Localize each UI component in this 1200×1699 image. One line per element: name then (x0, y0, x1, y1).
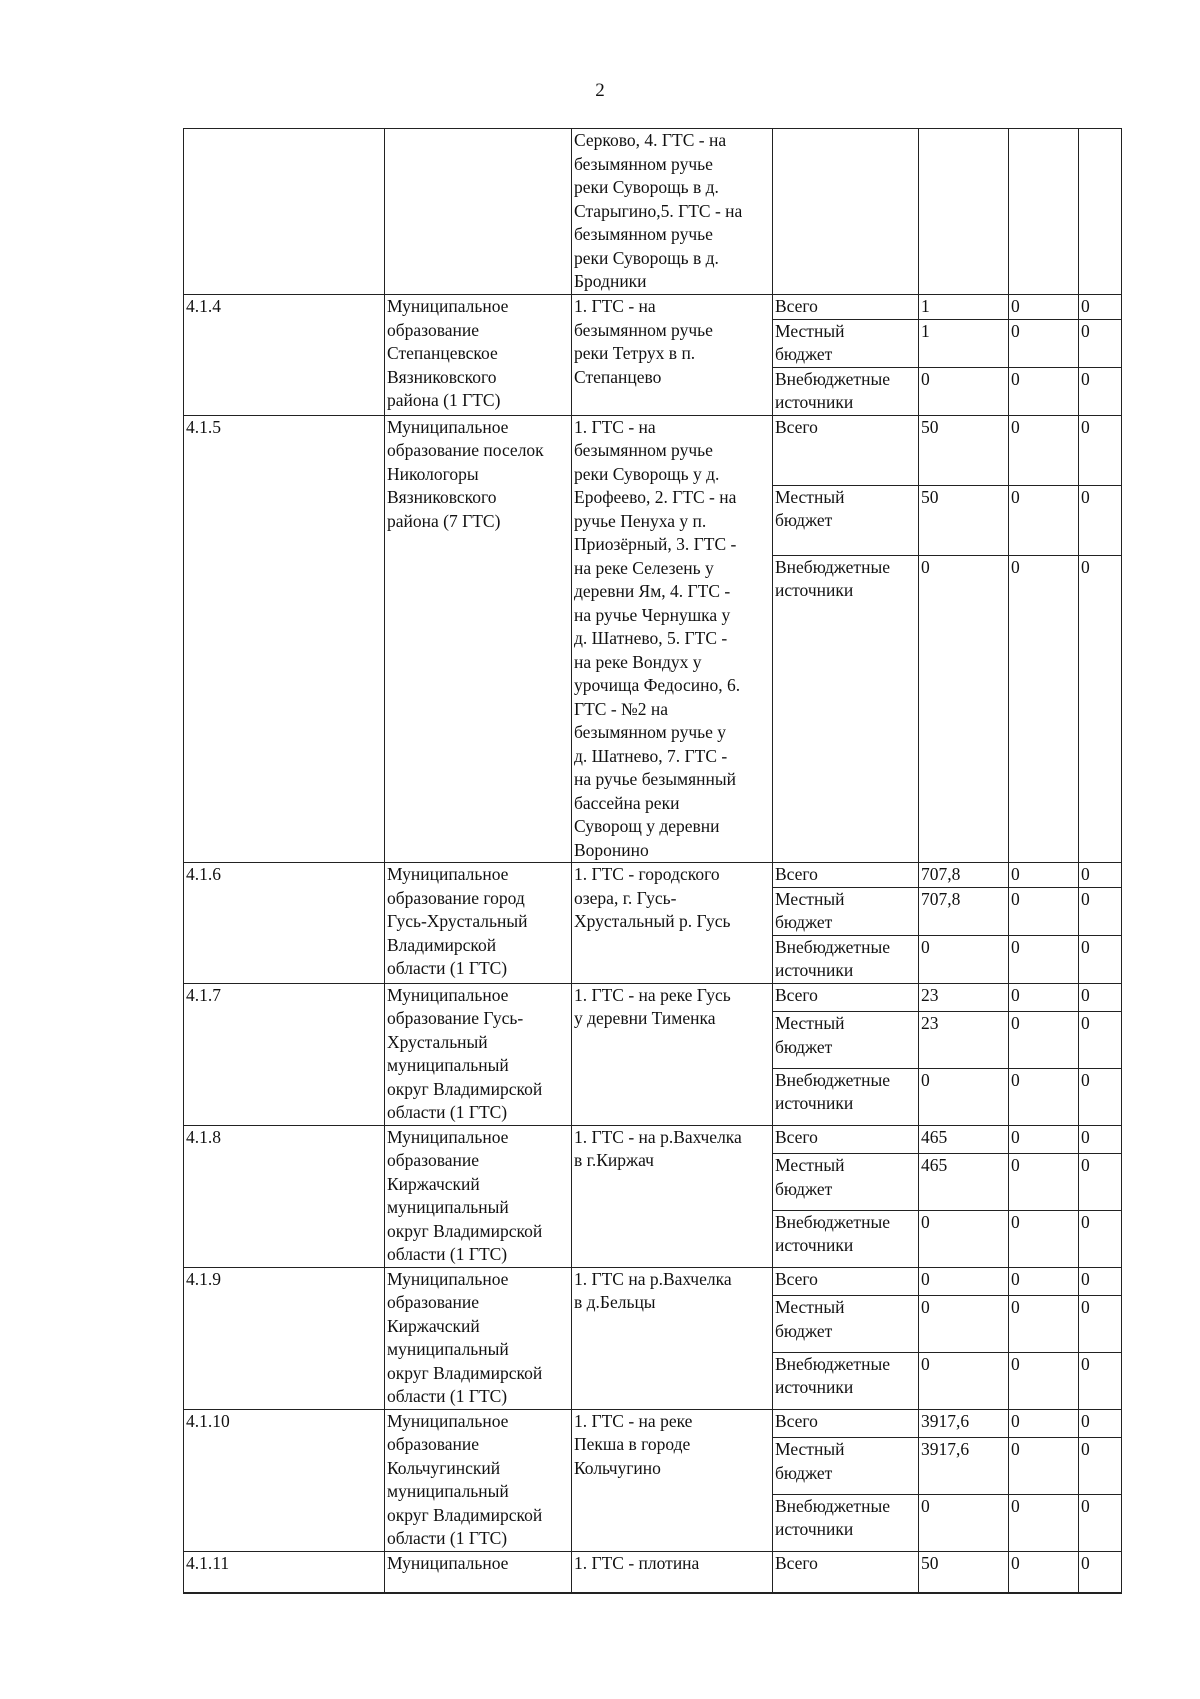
cell-source-type: Местный бюджет (773, 485, 919, 555)
cell-source-type: Всего (773, 1551, 919, 1593)
cell-source-type: Всего (773, 1267, 919, 1296)
cell-source-type: Местный бюджет (773, 1154, 919, 1211)
cell-value-2: 0 (1009, 1068, 1079, 1125)
cell-value-3: 0 (1079, 295, 1122, 320)
cell-value-1: 0 (919, 555, 1009, 863)
cell-gts-list: 1. ГТС на р.Вахчелка в д.Бельцы (572, 1267, 773, 1409)
cell-value-2: 0 (1009, 983, 1079, 1012)
cell-municipality (385, 129, 572, 295)
cell-source-type: Внебюджетные источники (773, 1494, 919, 1551)
cell-value-3: 0 (1079, 983, 1122, 1012)
cell-value-2: 0 (1009, 295, 1079, 320)
cell-source-type: Всего (773, 863, 919, 888)
cell-value-2: 0 (1009, 887, 1079, 935)
cell-value-2: 0 (1009, 1409, 1079, 1438)
gts-funding-table (183, 128, 1122, 1594)
cell-value-1: 0 (919, 1494, 1009, 1551)
cell-gts-list: 1. ГТС - на безымянном ручье реки Суворощь у д. Ерофеево, 2. ГТС - на ручье Пенуха у п. Приозёрный, 3. ГТС - на реке Селезень у деревни Ям, 4. ГТС - на ручье Чернушка у д. Шатнево, 5. ГТС - на реке Вондух у урочища Федосино, 6. ГТС - №2 на безымянном ручье у д. Шатнево, 7. ГТС - на ручье безымянный бассейна реки Суворощ у деревни Воронино (572, 415, 773, 863)
cell-source-type: Внебюджетные источники (773, 935, 919, 983)
page-number: 2 (595, 80, 605, 101)
cell-id: 4.1.11 (184, 1551, 385, 1593)
cell-value-1: 0 (919, 1210, 1009, 1267)
cell-value-3: 0 (1079, 1125, 1122, 1154)
cell-value-1: 23 (919, 983, 1009, 1012)
cell-municipality: Муниципальное образование город Гусь-Хрустальный Владимирской области (1 ГТС) (385, 863, 572, 984)
cell-gts-list: 1. ГТС - плотина (572, 1551, 773, 1593)
cell-value-2: 0 (1009, 1296, 1079, 1353)
cell-value-1: 0 (919, 1352, 1009, 1409)
table-row (184, 1409, 1122, 1438)
cell-value-2: 0 (1009, 485, 1079, 555)
cell-value-1: 3917,6 (919, 1409, 1009, 1438)
cell-municipality: Муниципальное образование Степанцевское Вязниковского района (1 ГТС) (385, 295, 572, 416)
cell-value-2: 0 (1009, 1494, 1079, 1551)
cell-id: 4.1.7 (184, 983, 385, 1125)
cell-value-3: 0 (1079, 1267, 1122, 1296)
cell-source-type: Всего (773, 415, 919, 485)
cell-value-1: 0 (919, 367, 1009, 415)
cell-value-2: 0 (1009, 319, 1079, 367)
cell-value-3: 0 (1079, 1438, 1122, 1495)
cell-value-1: 50 (919, 1551, 1009, 1593)
cell-id: 4.1.10 (184, 1409, 385, 1551)
cell-municipality: Муниципальное образование поселок Никологоры Вязниковского района (7 ГТС) (385, 415, 572, 863)
table-row (184, 1551, 1122, 1593)
cell-municipality: Муниципальное образование Киржачский муниципальный округ Владимирской области (1 ГТС) (385, 1267, 572, 1409)
cell-value-3 (1079, 129, 1122, 295)
table-row (184, 983, 1122, 1012)
cell-value-1: 23 (919, 1012, 1009, 1069)
cell-source-type: Всего (773, 1409, 919, 1438)
cell-source-type: Местный бюджет (773, 1012, 919, 1069)
cell-municipality: Муниципальное образование Киржачский муниципальный округ Владимирской области (1 ГТС) (385, 1125, 572, 1267)
cell-value-2: 0 (1009, 935, 1079, 983)
cell-value-3: 0 (1079, 319, 1122, 367)
cell-value-3: 0 (1079, 1296, 1122, 1353)
cell-value-1: 3917,6 (919, 1438, 1009, 1495)
cell-value-3: 0 (1079, 1012, 1122, 1069)
cell-value-1: 465 (919, 1125, 1009, 1154)
cell-value-1: 0 (919, 1068, 1009, 1125)
cell-value-1: 50 (919, 485, 1009, 555)
cell-value-1: 50 (919, 415, 1009, 485)
cell-id: 4.1.8 (184, 1125, 385, 1267)
cell-value-1: 0 (919, 1267, 1009, 1296)
cell-source-type: Местный бюджет (773, 1296, 919, 1353)
cell-value-3: 0 (1079, 415, 1122, 485)
table-row (184, 1125, 1122, 1154)
cell-id (184, 129, 385, 295)
cell-id: 4.1.5 (184, 415, 385, 863)
cell-value-2: 0 (1009, 1267, 1079, 1296)
cell-value-3: 0 (1079, 367, 1122, 415)
cell-value-3: 0 (1079, 1068, 1122, 1125)
cell-value-3: 0 (1079, 887, 1122, 935)
cell-source-type (773, 129, 919, 295)
cell-source-type: Внебюджетные источники (773, 1352, 919, 1409)
cell-value-2 (1009, 129, 1079, 295)
cell-value-1: 1 (919, 295, 1009, 320)
table-row (184, 415, 1122, 485)
cell-value-1: 0 (919, 935, 1009, 983)
cell-value-3: 0 (1079, 863, 1122, 888)
cell-gts-list: 1. ГТС - на реке Гусь у деревни Тименка (572, 983, 773, 1125)
cell-gts-list: 1. ГТС - на реке Пекша в городе Кольчугино (572, 1409, 773, 1551)
cell-value-3: 0 (1079, 1154, 1122, 1211)
cell-value-3: 0 (1079, 485, 1122, 555)
cell-value-2: 0 (1009, 1012, 1079, 1069)
cell-value-2: 0 (1009, 1210, 1079, 1267)
cell-source-type: Местный бюджет (773, 319, 919, 367)
cell-gts-list: 1. ГТС - на р.Вахчелка в г.Киржач (572, 1125, 773, 1267)
cell-gts-list: Серково, 4. ГТС - на безымянном ручье реки Суворощь в д. Старыгино,5. ГТС - на безымянном ручье реки Суворощь в д. Бродники (572, 129, 773, 295)
cell-value-1: 465 (919, 1154, 1009, 1211)
table-row (184, 863, 1122, 888)
cell-value-2: 0 (1009, 863, 1079, 888)
cell-source-type: Внебюджетные источники (773, 555, 919, 863)
cell-source-type: Всего (773, 295, 919, 320)
cell-value-1: 707,8 (919, 887, 1009, 935)
table-row-continuation (184, 129, 1122, 295)
cell-value-3: 0 (1079, 935, 1122, 983)
cell-value-3: 0 (1079, 1409, 1122, 1438)
table-body (184, 129, 1122, 1594)
cell-source-type: Местный бюджет (773, 1438, 919, 1495)
cell-value-2: 0 (1009, 367, 1079, 415)
cell-source-type: Внебюджетные источники (773, 1068, 919, 1125)
cell-municipality: Муниципальное образование Гусь- Хрустальный муниципальный округ Владимирской области (1 ГТС) (385, 983, 572, 1125)
cell-source-type: Внебюджетные источники (773, 1210, 919, 1267)
cell-id: 4.1.9 (184, 1267, 385, 1409)
cell-municipality: Муниципальное (385, 1551, 572, 1593)
cell-id: 4.1.6 (184, 863, 385, 984)
cell-municipality: Муниципальное образование Кольчугинский муниципальный округ Владимирской области (1 ГТС) (385, 1409, 572, 1551)
cell-value-2: 0 (1009, 1438, 1079, 1495)
cell-value-3: 0 (1079, 555, 1122, 863)
cell-id: 4.1.4 (184, 295, 385, 416)
cell-value-2: 0 (1009, 1352, 1079, 1409)
table-row (184, 1267, 1122, 1296)
cell-value-3: 0 (1079, 1551, 1122, 1593)
cell-value-3: 0 (1079, 1494, 1122, 1551)
cell-gts-list: 1. ГТС - на безымянном ручье реки Тетрух в п. Степанцево (572, 295, 773, 416)
cell-source-type: Внебюджетные источники (773, 367, 919, 415)
cell-source-type: Всего (773, 983, 919, 1012)
cell-value-2: 0 (1009, 555, 1079, 863)
cell-value-2: 0 (1009, 1125, 1079, 1154)
cell-gts-list: 1. ГТС - городского озера, г. Гусь- Хрустальный р. Гусь (572, 863, 773, 984)
cell-value-1: 1 (919, 319, 1009, 367)
cell-value-1: 707,8 (919, 863, 1009, 888)
cell-value-3: 0 (1079, 1210, 1122, 1267)
table-row (184, 295, 1122, 320)
cell-value-2: 0 (1009, 1154, 1079, 1211)
cell-value-2: 0 (1009, 415, 1079, 485)
cell-value-1 (919, 129, 1009, 295)
cell-source-type: Местный бюджет (773, 887, 919, 935)
cell-value-1: 0 (919, 1296, 1009, 1353)
cell-value-2: 0 (1009, 1551, 1079, 1593)
cell-value-3: 0 (1079, 1352, 1122, 1409)
cell-source-type: Всего (773, 1125, 919, 1154)
